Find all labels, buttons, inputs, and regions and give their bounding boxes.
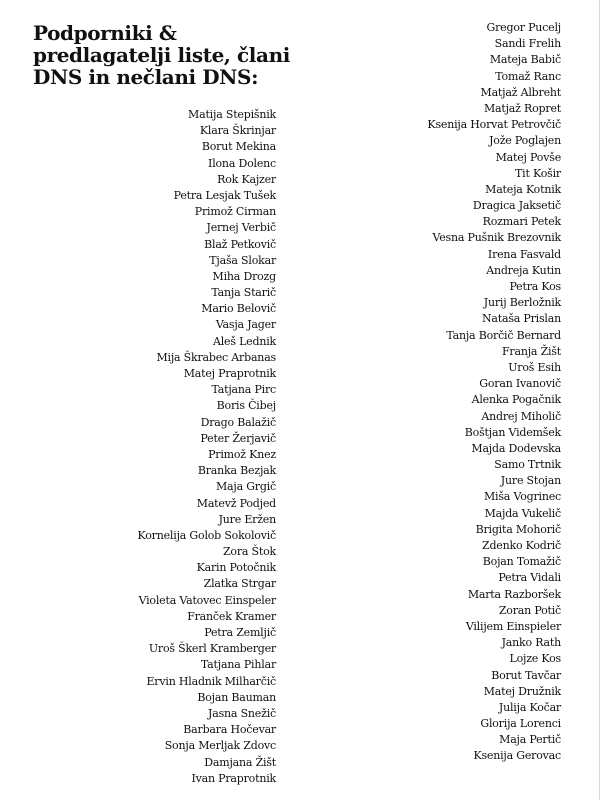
list-item: Boris Čibej xyxy=(216,399,276,413)
list-item: Mateja Kotnik xyxy=(485,182,561,196)
list-item: Ervin Hladnik Milharčič xyxy=(146,674,276,688)
list-item: Andrej Miholič xyxy=(481,409,561,423)
list-item: Tatjana Pirc xyxy=(211,383,276,397)
list-item: Zoran Potič xyxy=(498,603,561,617)
list-item: Petra Zemljič xyxy=(204,626,276,639)
list-item: Tanja Borčič Bernard xyxy=(446,328,561,342)
list-item: Boštjan Videmšek xyxy=(464,425,561,439)
list-item: Sonja Merljak Zdovc xyxy=(164,739,276,753)
list-item: Violeta Vatovec Einspeler xyxy=(138,593,276,607)
list-item: Peter Žerjavič xyxy=(200,431,276,445)
list-item: Miša Vogrinec xyxy=(483,490,561,504)
list-item: Majda Dodevska xyxy=(471,441,561,455)
list-item: Zlatka Strgar xyxy=(203,577,276,591)
list-item: Bojan Bauman xyxy=(197,690,276,704)
list-item: Zdenko Kodrič xyxy=(482,539,561,552)
list-item: Rok Kajzer xyxy=(217,172,276,186)
list-item: Miha Drozg xyxy=(212,269,276,283)
list-item: Glorija Lorenci xyxy=(480,717,561,731)
list-item: Matija Stepišnik xyxy=(188,108,276,121)
list-item: Petra Vidali xyxy=(498,571,561,585)
list-item: Ksenija Gerovac xyxy=(473,749,561,763)
list-item: Majda Vukelič xyxy=(484,506,561,520)
list-item: Maja Grgič xyxy=(215,480,276,494)
list-item: Primož Cirman xyxy=(194,205,276,219)
names-list-right xyxy=(427,20,561,765)
list-item: Matej Praprotnik xyxy=(183,367,276,380)
list-item: Aleš Lednik xyxy=(212,334,276,348)
list-item: Tjaša Slokar xyxy=(209,253,276,267)
list-item: Tit Košir xyxy=(515,166,561,180)
list-item: Karin Potočnik xyxy=(196,561,276,575)
list-item: Matjaž Ropret xyxy=(483,101,561,115)
list-item: Irena Fasvald xyxy=(487,247,561,261)
list-item: Ivan Praprotnik xyxy=(191,771,276,785)
list-item: Nataša Prislan xyxy=(481,312,561,326)
list-item: Brigita Mohorič xyxy=(475,522,561,536)
list-item: Uroš Škerl Kramberger xyxy=(148,642,276,656)
list-item: Mario Belovič xyxy=(201,302,276,316)
list-item: Mija Škrabec Arbanas xyxy=(156,350,276,364)
list-item: Branka Bezjak xyxy=(197,464,276,478)
list-item: Drago Balažič xyxy=(200,415,276,429)
list-item: Kornelija Golob Sokolovič xyxy=(137,528,276,542)
list-item: Gregor Pucelj xyxy=(486,21,561,34)
list-item: Jurij Berložnik xyxy=(483,296,561,310)
list-item: Lojze Kos xyxy=(509,652,561,666)
list-item: Jernej Verbič xyxy=(206,221,276,235)
list-title: Podporniki & predlagatelji liste, člani DNS in nečlani DNS: xyxy=(33,21,290,89)
list-item: Jure Stojan xyxy=(500,474,561,488)
list-item: Barbara Hočevar xyxy=(183,723,276,737)
list-item: Franček Kramer xyxy=(187,609,276,623)
list-item: Klara Škrinjar xyxy=(199,124,276,138)
list-item: Alenka Pogačnik xyxy=(471,393,561,407)
list-item: Mateja Babič xyxy=(489,53,561,67)
list-item: Matej Družnik xyxy=(483,684,561,698)
list-item: Matevž Podjed xyxy=(196,496,276,510)
list-item: Tomaž Ranc xyxy=(495,69,561,83)
list-item: Matjaž Albreht xyxy=(480,85,561,99)
list-item: Damjana Žišt xyxy=(204,755,276,769)
list-item: Petra Kos xyxy=(509,280,561,293)
list-item: Julija Kočar xyxy=(498,700,561,714)
list-item: Jože Poglajen xyxy=(489,134,561,148)
list-item: Zora Štok xyxy=(222,545,276,559)
list-item: Jure Eržen xyxy=(218,512,276,526)
list-item: Jasna Snežič xyxy=(208,706,276,720)
list-item: Maja Pertič xyxy=(499,733,561,747)
list-item: Primož Knez xyxy=(208,447,276,461)
list-item: Tatjana Pihlar xyxy=(200,658,276,672)
list-item: Bojan Tomažič xyxy=(482,555,561,569)
list-item: Uroš Esih xyxy=(508,360,561,374)
list-item: Vasja Jager xyxy=(215,318,276,332)
list-item: Dragica Jaksetič xyxy=(472,199,561,213)
list-item: Borut Tavčar xyxy=(491,668,561,682)
list-item: Rozmari Petek xyxy=(482,215,561,229)
list-item: Tanja Starič xyxy=(211,286,276,300)
list-item: Marta Razboršek xyxy=(467,587,561,601)
list-item: Petra Lesjak Tušek xyxy=(173,188,276,202)
list-item: Ksenija Horvat Petrovčič xyxy=(427,118,561,132)
list-item: Vilijem Einspieler xyxy=(465,619,561,633)
list-item: Sandi Frelih xyxy=(494,37,561,51)
list-item: Blaž Petkovič xyxy=(204,237,276,251)
list-item: Andreja Kutin xyxy=(486,263,561,277)
list-item: Matej Povše xyxy=(495,150,561,164)
list-item: Goran Ivanovič xyxy=(479,377,561,391)
list-item: Borut Mekina xyxy=(201,140,276,154)
list-item: Janko Rath xyxy=(501,636,561,650)
list-item: Ilona Dolenc xyxy=(208,156,276,170)
list-item: Vesna Pušnik Brezovnik xyxy=(432,231,561,245)
list-item: Franja Žišt xyxy=(501,344,561,358)
names-list-left xyxy=(138,107,276,787)
list-item: Samo Trtnik xyxy=(494,458,561,472)
